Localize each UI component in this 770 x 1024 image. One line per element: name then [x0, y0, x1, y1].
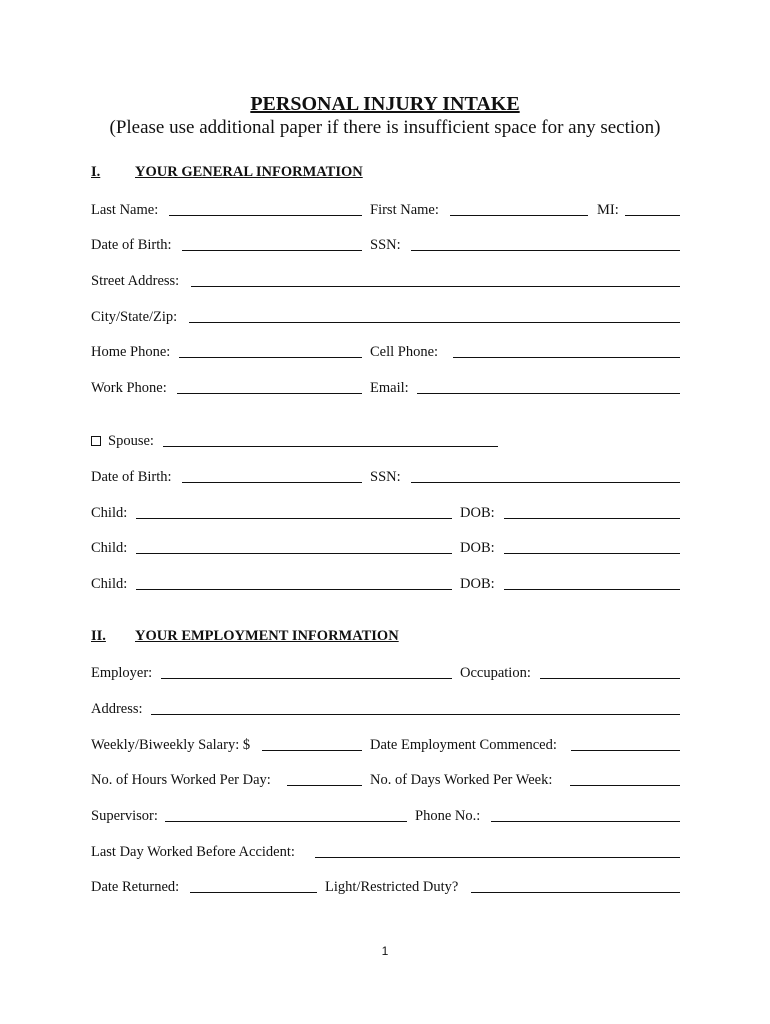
supervisor-field[interactable] — [165, 821, 407, 822]
child-dob-label: DOB: — [460, 540, 495, 556]
street-row — [91, 271, 680, 291]
ssn-field[interactable] — [411, 250, 680, 251]
employer-field[interactable] — [161, 678, 452, 679]
form-subtitle: (Please use additional paper if there is insufficient space for any section) — [109, 117, 661, 138]
child-dob-label: DOB: — [460, 576, 495, 592]
home-phone-label: Home Phone: — [91, 344, 171, 360]
salary-label: Weekly/Biweekly Salary: $ — [91, 737, 251, 753]
employer-address-field[interactable] — [151, 714, 680, 715]
section-employment-heading — [91, 628, 399, 645]
section-title: YOUR EMPLOYMENT INFORMATION — [135, 628, 399, 644]
light-duty-field[interactable] — [471, 892, 680, 893]
child-label: Child: — [91, 505, 128, 521]
dob-label: Date of Birth: — [91, 237, 172, 253]
date-commenced-field[interactable] — [571, 750, 680, 751]
employer-address-label: Address: — [91, 701, 143, 717]
light-duty-label: Light/Restricted Duty? — [325, 879, 459, 895]
child-row — [91, 538, 680, 558]
dob-ssn-row — [91, 235, 680, 255]
child-name-field[interactable] — [136, 589, 452, 590]
section-number: II. — [91, 628, 106, 644]
child-name-field[interactable] — [136, 553, 452, 554]
phone-no-field[interactable] — [491, 821, 680, 822]
supervisor-label: Supervisor: — [91, 808, 158, 824]
street-address-field[interactable] — [191, 286, 680, 287]
salary-field[interactable] — [262, 750, 362, 751]
date-commenced-label: Date Employment Commenced: — [370, 737, 557, 753]
first-name-label: First Name: — [370, 202, 439, 218]
cell-phone-label: Cell Phone: — [370, 344, 439, 360]
page-number: 1 — [381, 944, 389, 958]
child-dob-label: DOB: — [460, 505, 495, 521]
ssn-label: SSN: — [370, 237, 401, 253]
days-per-week-field[interactable] — [570, 785, 680, 786]
last-day-row — [91, 842, 680, 862]
cell-phone-field[interactable] — [453, 357, 680, 358]
occupation-label: Occupation: — [460, 665, 531, 681]
work-phone-field[interactable] — [177, 393, 362, 394]
city-state-zip-label: City/State/Zip: — [91, 309, 178, 325]
name-row — [91, 200, 680, 220]
child-row — [91, 574, 680, 594]
employer-address-row — [91, 699, 680, 719]
work-phone-label: Work Phone: — [91, 380, 167, 396]
email-label: Email: — [370, 380, 409, 396]
hours-days-row — [91, 770, 680, 790]
occupation-field[interactable] — [540, 678, 680, 679]
child-name-field[interactable] — [136, 518, 452, 519]
work-email-row — [91, 378, 680, 398]
first-name-field[interactable] — [450, 215, 588, 216]
spouse-dob-ssn-row — [91, 467, 680, 487]
phone-row — [91, 342, 680, 362]
city-state-zip-field[interactable] — [189, 322, 680, 323]
salary-row — [91, 735, 680, 755]
supervisor-row — [91, 806, 680, 826]
section-title: YOUR GENERAL INFORMATION — [135, 164, 363, 180]
employer-label: Employer: — [91, 665, 153, 681]
hours-per-day-field[interactable] — [287, 785, 362, 786]
child-row — [91, 503, 680, 523]
spouse-ssn-field[interactable] — [411, 482, 680, 483]
phone-no-label: Phone No.: — [415, 808, 481, 824]
spouse-dob-field[interactable] — [182, 482, 362, 483]
section-number: I. — [91, 164, 101, 180]
child-label: Child: — [91, 540, 128, 556]
spouse-label: Spouse: — [108, 433, 154, 449]
date-returned-label: Date Returned: — [91, 879, 180, 895]
last-day-worked-field[interactable] — [315, 857, 680, 858]
email-field[interactable] — [417, 393, 680, 394]
street-address-label: Street Address: — [91, 273, 180, 289]
hours-per-day-label: No. of Hours Worked Per Day: — [91, 772, 271, 788]
last-day-worked-label: Last Day Worked Before Accident: — [91, 844, 295, 860]
date-returned-field[interactable] — [190, 892, 317, 893]
mi-label: MI: — [597, 202, 619, 218]
days-per-week-label: No. of Days Worked Per Week: — [370, 772, 553, 788]
employer-row — [91, 663, 680, 683]
spouse-field[interactable] — [163, 446, 498, 447]
spouse-row — [91, 431, 680, 451]
dob-field[interactable] — [182, 250, 362, 251]
child-label: Child: — [91, 576, 128, 592]
city-row — [91, 307, 680, 327]
spouse-checkbox[interactable] — [91, 436, 101, 446]
last-name-field[interactable] — [169, 215, 362, 216]
spouse-ssn-label: SSN: — [370, 469, 401, 485]
spouse-dob-label: Date of Birth: — [91, 469, 172, 485]
last-name-label: Last Name: — [91, 202, 159, 218]
returned-row — [91, 877, 680, 897]
child-dob-field[interactable] — [504, 589, 680, 590]
mi-field[interactable] — [625, 215, 680, 216]
child-dob-field[interactable] — [504, 553, 680, 554]
child-dob-field[interactable] — [504, 518, 680, 519]
section-general-heading — [91, 164, 363, 181]
home-phone-field[interactable] — [179, 357, 362, 358]
form-title: PERSONAL INJURY INTAKE — [250, 93, 520, 115]
